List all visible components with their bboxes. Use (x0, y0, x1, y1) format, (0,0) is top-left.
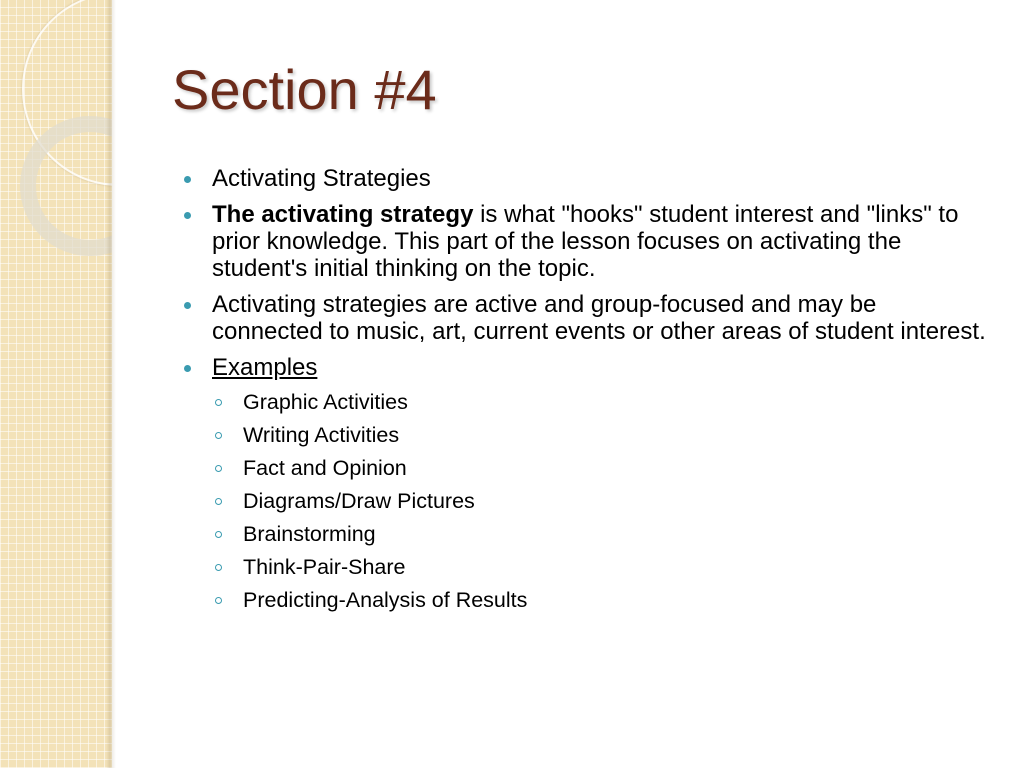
hollow-bullet-icon (215, 465, 222, 472)
example-item (182, 587, 992, 613)
bullet-item (182, 165, 992, 192)
side-panel-edge (106, 0, 116, 768)
example-text: Brainstorming (243, 522, 376, 546)
example-item (182, 389, 992, 415)
example-item (182, 554, 992, 580)
bullet-dot-icon (184, 365, 191, 372)
bullet-item (182, 291, 992, 345)
example-text: Diagrams/Draw Pictures (243, 489, 475, 513)
example-item (182, 521, 992, 547)
example-text: Think-Pair-Share (243, 555, 406, 579)
example-item (182, 455, 992, 481)
example-text: Predicting-Analysis of Results (243, 588, 528, 612)
examples-heading: Examples (212, 354, 318, 381)
bullet-dot-icon (184, 302, 191, 309)
bullet-dot-icon (184, 212, 191, 219)
bullet-dot-icon (184, 176, 191, 183)
bullet-text: Activating Strategies (212, 165, 431, 192)
example-text: Writing Activities (243, 423, 400, 447)
example-item (182, 488, 992, 514)
examples-list (182, 389, 992, 613)
bullet-item (182, 354, 992, 381)
example-text: Fact and Opinion (243, 456, 407, 480)
bullet-text: Activating strategies are active and group-focused and may be connected to music, art, current events or other areas of student interest. (212, 291, 986, 345)
hollow-bullet-icon (215, 597, 222, 604)
example-text: Graphic Activities (243, 390, 408, 414)
hollow-bullet-icon (215, 531, 222, 538)
bullet-text: is what "hooks" student interest and "links" to prior knowledge. This part of the lesson focuses on activating the student's initial thinking on the topic. (212, 201, 959, 282)
hollow-bullet-icon (215, 432, 222, 439)
hollow-bullet-icon (215, 399, 222, 406)
slide-title: Section #4 (172, 58, 437, 121)
hollow-bullet-icon (215, 564, 222, 571)
decorative-side-panel (0, 0, 112, 768)
example-item (182, 422, 992, 448)
bullet-item (182, 201, 992, 282)
hollow-bullet-icon (215, 498, 222, 505)
slide-content (182, 165, 992, 620)
bullet-bold-text: The activating strategy (212, 201, 474, 228)
